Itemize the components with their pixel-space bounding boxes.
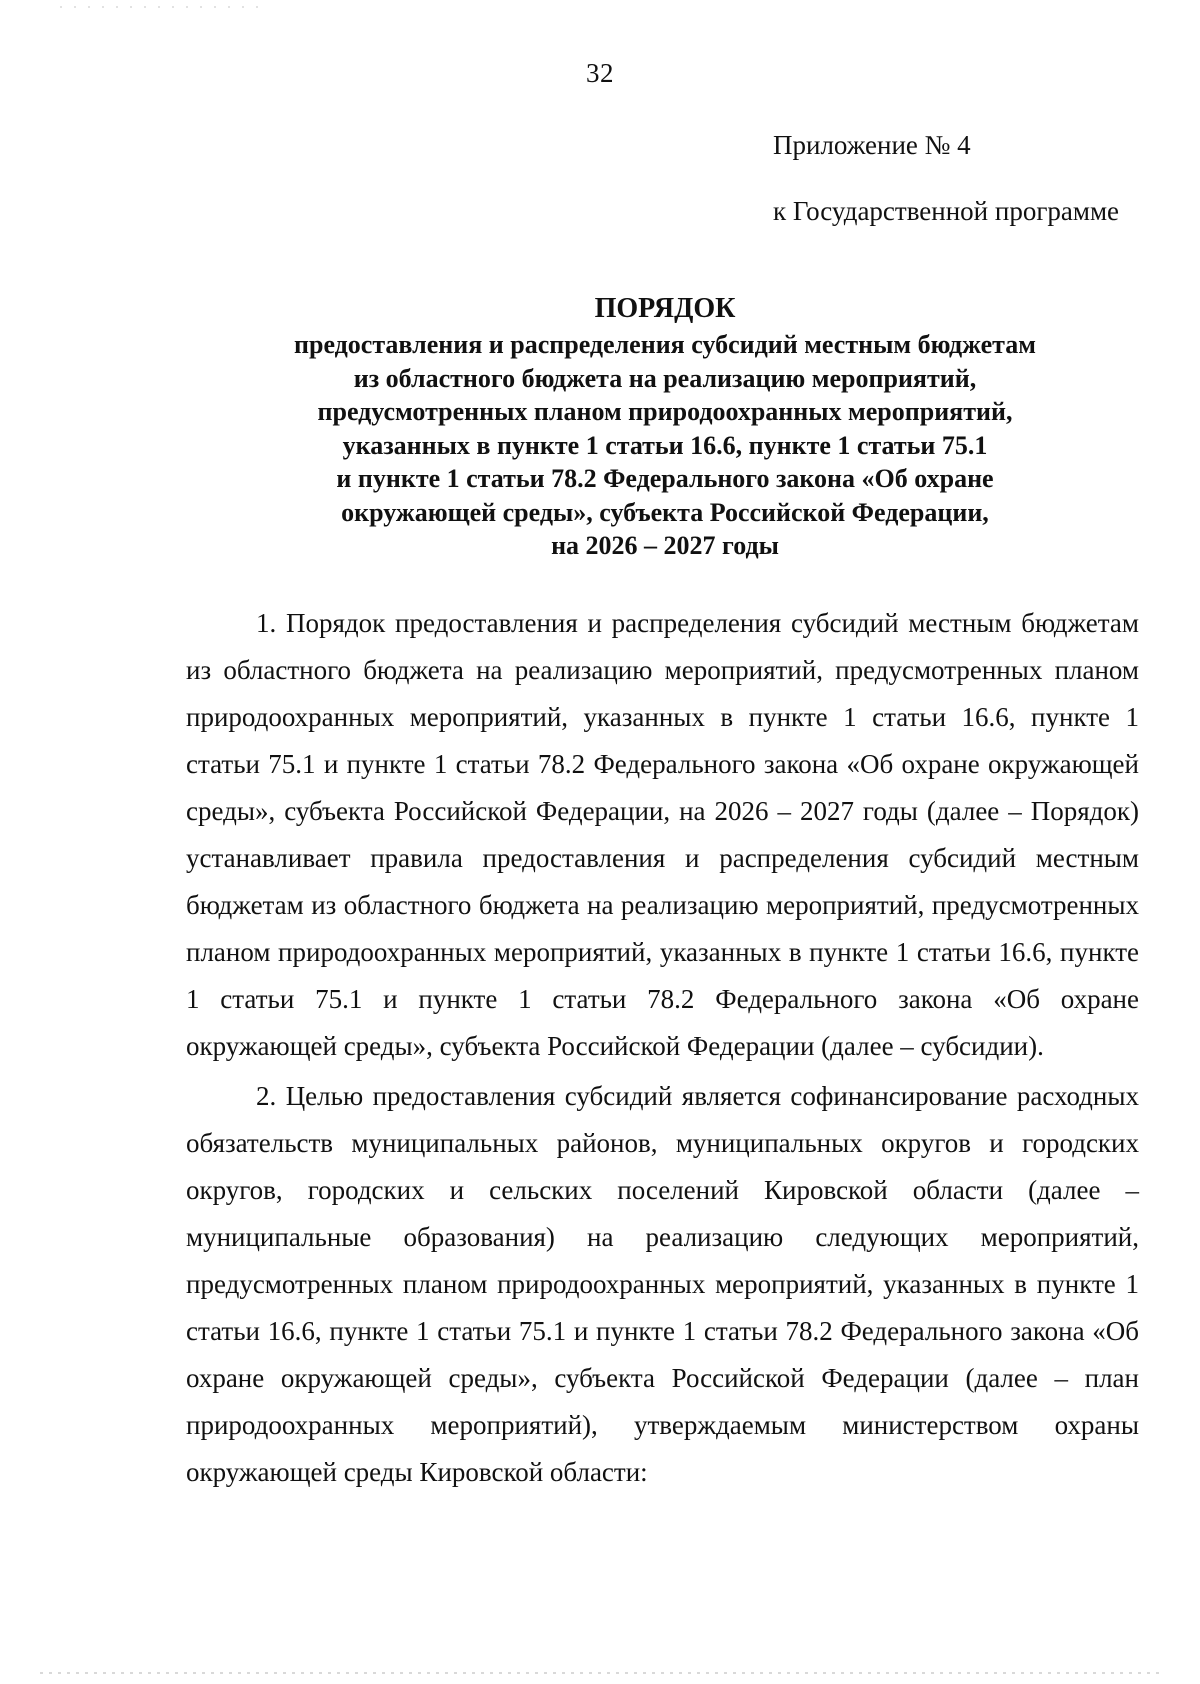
paragraph-2: 2. Целью предоставления субсидий является софинансирование расходных обязательств муниципальных районов, муниципальных округов и городских округов, городских и сельских поселений Кировской области (далее – муниципальные образования) на реализацию следующих мероприятий, предусмотренных планом природоохранных мероприятий, указанных в пункте 1 статьи 16.6, пункте 1 статьи 75.1 и пункте 1 статьи 78.2 Федерального закона «Об охране окружающей среды», субъекта Российской Федерации (далее – план природоохранных мероприятий), утверждаемым министерством охраны окружающей среды Кировской области:	[186, 1081, 1139, 1487]
page-number: 32	[586, 58, 614, 88]
title-line: из областного бюджета на реализацию мероприятий,	[353, 363, 977, 393]
paragraph-1: 1. Порядок предоставления и распределения субсидий местным бюджетам из областного бюджета на реализацию мероприятий, предусмотренных планом природоохранных мероприятий, указанных в пункте 1 статьи 16.6, пункте 1 статьи 75.1 и пункте 1 статьи 78.2 Федерального закона «Об охране окружающей среды», субъекта Российской Федерации, на 2026 – 2027 годы (далее – Порядок) устанавливает правила предоставления и распределения субсидий местным бюджетам из областного бюджета на реализацию мероприятий, предусмотренных планом природоохранных мероприятий, указанных в пункте 1 статьи 16.6, пункте 1 статьи 75.1 и пункте 1 статьи 78.2 Федерального закона «Об охране окружающей среды», субъекта Российской Федерации (далее – субсидии).	[186, 608, 1139, 1061]
title-heading: ПОРЯДОК	[594, 293, 736, 324]
title-line: указанных в пункте 1 статьи 16.6, пункте 1 статьи 75.1	[342, 430, 988, 460]
appendix-reference: к Государственной программе	[773, 196, 1120, 226]
title-line: предусмотренных планом природоохранных мероприятий,	[317, 397, 1013, 426]
document-title	[170, 292, 1160, 563]
title-line: на 2026 – 2027 годы	[551, 531, 779, 560]
title-line: и пункте 1 статьи 78.2 Федерального закона «Об охране	[336, 464, 994, 493]
scan-artifact-top	[60, 6, 260, 8]
title-line: окружающей среды», субъекта Российской Федерации,	[341, 497, 989, 527]
title-line: предоставления и распределения субсидий местным бюджетам	[294, 330, 1036, 359]
appendix-number: Приложение № 4	[773, 130, 971, 160]
document-body	[186, 600, 1139, 1499]
scan-artifact-bottom	[40, 1672, 1160, 1674]
